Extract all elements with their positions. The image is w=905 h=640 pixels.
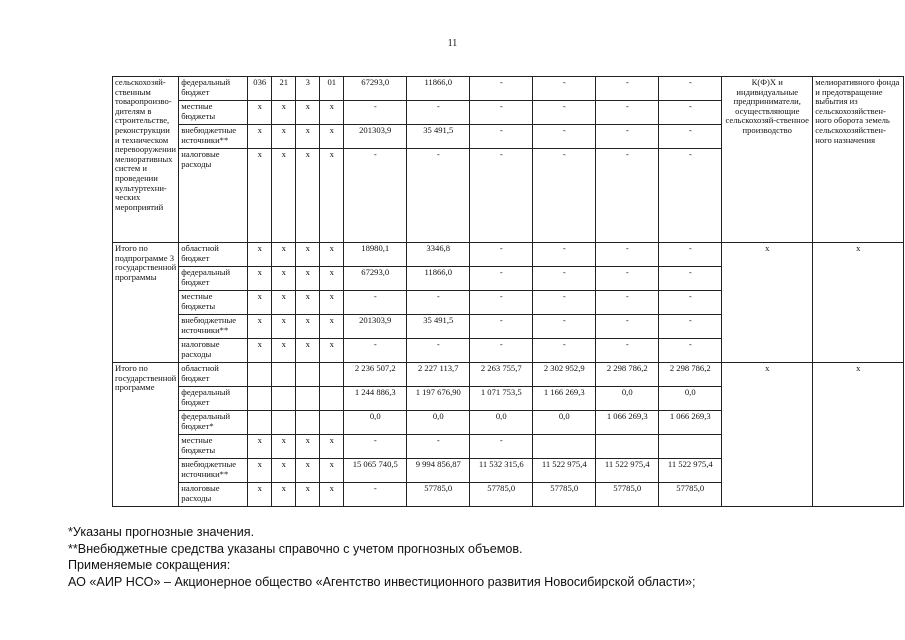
- funding-source: налоговые расходы: [179, 339, 248, 363]
- code-cell: x: [272, 101, 296, 125]
- value-cell: -: [344, 435, 407, 459]
- value-cell: -: [659, 291, 722, 315]
- value-cell: 0,0: [470, 411, 533, 435]
- value-cell: -: [533, 291, 596, 315]
- value-cell: -: [596, 339, 659, 363]
- budget-table: [112, 76, 904, 507]
- value-cell: -: [533, 149, 596, 243]
- value-cell: -: [407, 291, 470, 315]
- value-cell: 57785,0: [470, 483, 533, 507]
- value-cell: 11 522 975,4: [596, 459, 659, 483]
- value-cell: 1 066 269,3: [659, 411, 722, 435]
- funding-source: налоговые расходы: [179, 483, 248, 507]
- value-cell: 15 065 740,5: [344, 459, 407, 483]
- code-cell: x: [272, 459, 296, 483]
- code-cell: [296, 363, 320, 387]
- value-cell: -: [533, 339, 596, 363]
- value-cell: -: [407, 339, 470, 363]
- page-number: 11: [447, 38, 458, 49]
- funding-source: федеральный бюджет: [179, 267, 248, 291]
- funding-source: внебюджетные источники**: [179, 125, 248, 149]
- value-cell: -: [344, 149, 407, 243]
- code-cell: x: [296, 243, 320, 267]
- code-cell: x: [248, 315, 272, 339]
- value-cell: 57785,0: [533, 483, 596, 507]
- funding-source: федеральный бюджет*: [179, 411, 248, 435]
- funding-source: федеральный бюджет: [179, 387, 248, 411]
- value-cell: 201303,9: [344, 315, 407, 339]
- code-cell: x: [272, 243, 296, 267]
- funding-source: налоговые расходы: [179, 149, 248, 243]
- executor-cell: К(Ф)Х и индивидуальные предприниматели, осуществляющие сельскохозяй-ственное производство: [722, 77, 813, 243]
- value-cell: 201303,9: [344, 125, 407, 149]
- value-cell: -: [344, 291, 407, 315]
- code-cell: x: [296, 291, 320, 315]
- code-cell: [272, 387, 296, 411]
- value-cell: 57785,0: [659, 483, 722, 507]
- code-cell: x: [272, 125, 296, 149]
- code-cell: 21: [272, 77, 296, 101]
- code-cell: x: [272, 291, 296, 315]
- value-cell: -: [596, 149, 659, 243]
- code-cell: 01: [320, 77, 344, 101]
- value-cell: -: [596, 77, 659, 101]
- code-cell: [272, 411, 296, 435]
- code-cell: x: [248, 435, 272, 459]
- value-cell: -: [659, 267, 722, 291]
- code-cell: x: [320, 125, 344, 149]
- value-cell: -: [659, 243, 722, 267]
- value-cell: -: [596, 267, 659, 291]
- program-item-name: сельскохозяй-ственным товаропроизво-дителям в строительстве, реконструкции и техническом перевооружении мелиоративных систем и проведении культуртехни-ческих мероприятий: [113, 77, 179, 243]
- code-cell: x: [248, 459, 272, 483]
- table-row: [113, 77, 904, 101]
- funding-source: федеральный бюджет: [179, 77, 248, 101]
- code-cell: x: [320, 483, 344, 507]
- footnotes: [68, 524, 696, 590]
- value-cell: -: [470, 149, 533, 243]
- value-cell: -: [344, 483, 407, 507]
- value-cell: -: [596, 291, 659, 315]
- code-cell: x: [320, 267, 344, 291]
- code-cell: [248, 387, 272, 411]
- code-cell: [320, 363, 344, 387]
- code-cell: x: [320, 315, 344, 339]
- funding-source: местные бюджеты: [179, 101, 248, 125]
- value-cell: -: [659, 315, 722, 339]
- value-cell: -: [407, 435, 470, 459]
- value-cell: -: [659, 339, 722, 363]
- code-cell: x: [320, 101, 344, 125]
- value-cell: -: [596, 315, 659, 339]
- code-cell: x: [272, 149, 296, 243]
- code-cell: x: [296, 459, 320, 483]
- code-cell: [248, 411, 272, 435]
- value-cell: -: [470, 339, 533, 363]
- abbreviations-heading: Применяемые сокращения:: [68, 558, 231, 572]
- value-cell: 11866,0: [407, 77, 470, 101]
- footnote-offbudget: **Внебюджетные средства указаны справочно с учетом прогнозных объемов.: [68, 541, 523, 556]
- value-cell: -: [533, 315, 596, 339]
- code-cell: 036: [248, 77, 272, 101]
- abbreviation-item: АО «АИР НСО» – Акционерное общество «Агентство инвестиционного развития Новосибирской области»;: [68, 574, 696, 589]
- value-cell: [596, 435, 659, 459]
- value-cell: 11 522 975,4: [659, 459, 722, 483]
- code-cell: x: [248, 267, 272, 291]
- result-cell: x: [813, 243, 904, 363]
- code-cell: x: [296, 125, 320, 149]
- value-cell: 11866,0: [407, 267, 470, 291]
- code-cell: [296, 411, 320, 435]
- value-cell: 2 298 786,2: [596, 363, 659, 387]
- value-cell: -: [533, 101, 596, 125]
- value-cell: -: [596, 125, 659, 149]
- value-cell: -: [533, 125, 596, 149]
- code-cell: [272, 363, 296, 387]
- code-cell: x: [296, 315, 320, 339]
- code-cell: [320, 387, 344, 411]
- funding-source: областной бюджет: [179, 243, 248, 267]
- value-cell: -: [533, 267, 596, 291]
- value-cell: -: [344, 101, 407, 125]
- code-cell: x: [248, 125, 272, 149]
- value-cell: 18980,1: [344, 243, 407, 267]
- value-cell: 1 166 269,3: [533, 387, 596, 411]
- value-cell: 1 244 886,3: [344, 387, 407, 411]
- value-cell: 1 071 753,5: [470, 387, 533, 411]
- value-cell: -: [344, 339, 407, 363]
- value-cell: 0,0: [344, 411, 407, 435]
- value-cell: -: [407, 101, 470, 125]
- value-cell: -: [596, 243, 659, 267]
- result-cell: мелиоративного фонда и предотвращение выбытия из сельскохозяйствен-ного оборота земель сельскохозяйствен-ного назначения: [813, 77, 904, 243]
- value-cell: 2 298 786,2: [659, 363, 722, 387]
- code-cell: x: [248, 483, 272, 507]
- value-cell: -: [659, 77, 722, 101]
- code-cell: x: [320, 149, 344, 243]
- funding-source: местные бюджеты: [179, 435, 248, 459]
- value-cell: 0,0: [533, 411, 596, 435]
- code-cell: x: [272, 267, 296, 291]
- value-cell: -: [533, 77, 596, 101]
- value-cell: 2 236 507,2: [344, 363, 407, 387]
- value-cell: 0,0: [659, 387, 722, 411]
- funding-source: местные бюджеты: [179, 291, 248, 315]
- code-cell: x: [296, 267, 320, 291]
- code-cell: x: [296, 435, 320, 459]
- table-body: [113, 77, 904, 507]
- code-cell: x: [248, 339, 272, 363]
- value-cell: -: [596, 101, 659, 125]
- value-cell: -: [470, 243, 533, 267]
- value-cell: 2 302 952,9: [533, 363, 596, 387]
- value-cell: [533, 435, 596, 459]
- value-cell: -: [470, 125, 533, 149]
- code-cell: x: [272, 315, 296, 339]
- value-cell: -: [659, 149, 722, 243]
- table-row: [113, 243, 904, 267]
- value-cell: 3346,8: [407, 243, 470, 267]
- code-cell: x: [296, 101, 320, 125]
- code-cell: x: [248, 149, 272, 243]
- code-cell: x: [320, 459, 344, 483]
- value-cell: 35 491,5: [407, 125, 470, 149]
- code-cell: 3: [296, 77, 320, 101]
- value-cell: -: [470, 291, 533, 315]
- value-cell: 1 197 676,90: [407, 387, 470, 411]
- code-cell: x: [320, 291, 344, 315]
- funding-source: внебюджетные источники**: [179, 459, 248, 483]
- code-cell: [320, 411, 344, 435]
- value-cell: 0,0: [596, 387, 659, 411]
- value-cell: 9 994 856,87: [407, 459, 470, 483]
- executor-cell: x: [722, 363, 813, 507]
- code-cell: x: [272, 339, 296, 363]
- value-cell: -: [470, 315, 533, 339]
- funding-source: областной бюджет: [179, 363, 248, 387]
- value-cell: 57785,0: [407, 483, 470, 507]
- result-cell: x: [813, 363, 904, 507]
- code-cell: x: [296, 483, 320, 507]
- subprogram-total-label: Итого по подпрограмме 3 государственной программы: [113, 243, 179, 363]
- value-cell: -: [470, 267, 533, 291]
- value-cell: 35 491,5: [407, 315, 470, 339]
- value-cell: 11 532 315,6: [470, 459, 533, 483]
- value-cell: -: [470, 101, 533, 125]
- executor-cell: x: [722, 243, 813, 363]
- value-cell: [659, 435, 722, 459]
- table-row: [113, 363, 904, 387]
- code-cell: x: [320, 435, 344, 459]
- value-cell: 67293,0: [344, 77, 407, 101]
- code-cell: [248, 363, 272, 387]
- funding-source: внебюджетные источники**: [179, 315, 248, 339]
- value-cell: 11 522 975,4: [533, 459, 596, 483]
- value-cell: -: [407, 149, 470, 243]
- value-cell: 2 263 755,7: [470, 363, 533, 387]
- code-cell: x: [248, 291, 272, 315]
- program-total-label: Итого по государственной программе: [113, 363, 179, 507]
- value-cell: -: [533, 243, 596, 267]
- code-cell: [296, 387, 320, 411]
- footnote-forecast: *Указаны прогнозные значения.: [68, 525, 255, 539]
- value-cell: -: [659, 125, 722, 149]
- value-cell: 0,0: [407, 411, 470, 435]
- code-cell: x: [248, 101, 272, 125]
- value-cell: 67293,0: [344, 267, 407, 291]
- code-cell: x: [296, 149, 320, 243]
- value-cell: -: [659, 101, 722, 125]
- code-cell: x: [296, 339, 320, 363]
- value-cell: -: [470, 435, 533, 459]
- value-cell: 2 227 113,7: [407, 363, 470, 387]
- code-cell: x: [248, 243, 272, 267]
- code-cell: x: [272, 483, 296, 507]
- code-cell: x: [320, 243, 344, 267]
- code-cell: x: [320, 339, 344, 363]
- value-cell: 1 066 269,3: [596, 411, 659, 435]
- value-cell: 57785,0: [596, 483, 659, 507]
- code-cell: x: [272, 435, 296, 459]
- value-cell: -: [470, 77, 533, 101]
